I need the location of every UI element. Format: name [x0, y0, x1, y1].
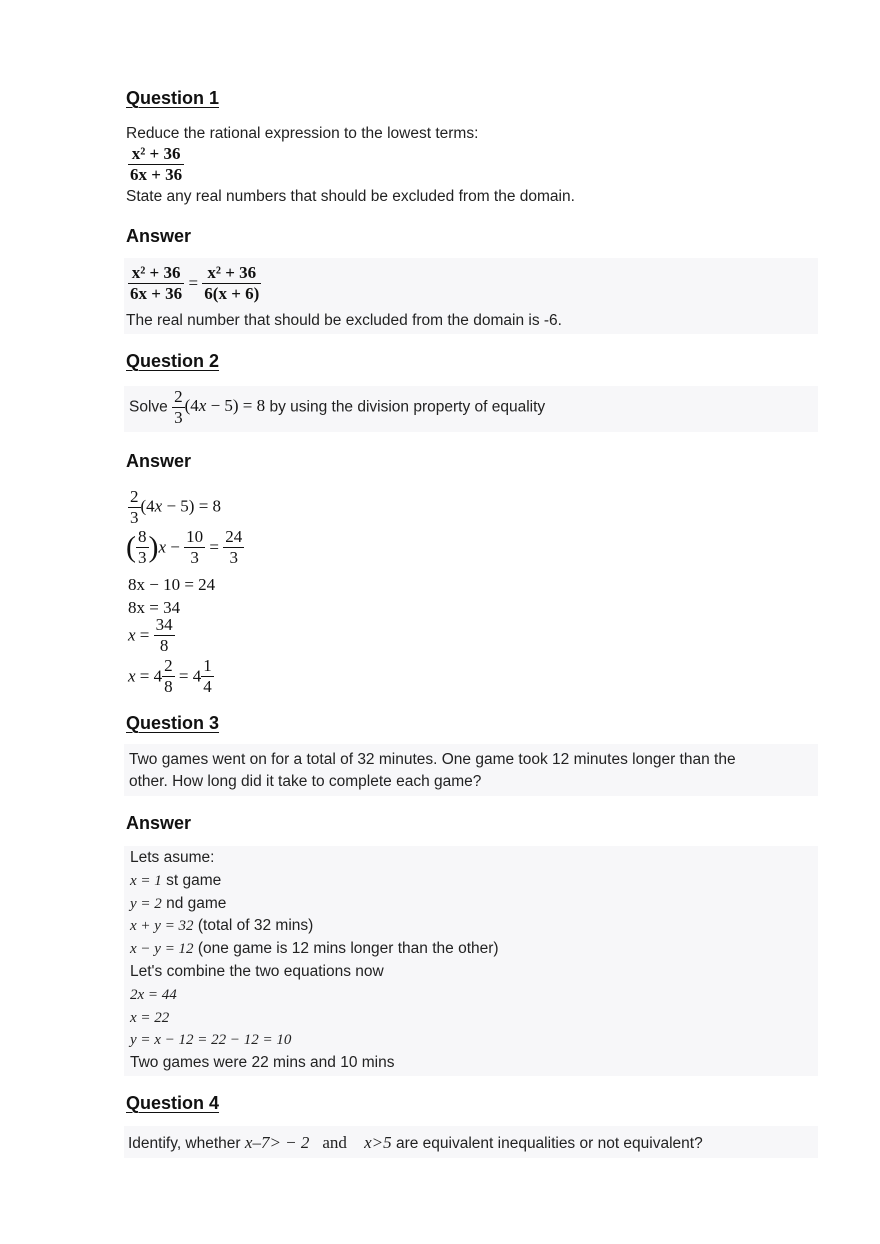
a3-l1-math: x = 1 [130, 873, 162, 889]
answer2-step6: x = 4 $\frac{2}{8}$ = 4 $\frac{1}{4}$ [128, 656, 212, 696]
q4-prompt-post: are equivalent inequalities or not equivalent? [395, 1135, 703, 1152]
q2-prompt-post: by using the division property of equality [269, 398, 546, 416]
answer2-step5: x = $\frac{34}{8}$ [128, 615, 173, 655]
question2-prompt [129, 387, 545, 428]
answer1-text: The real number that should be excluded from the domain is -6. [126, 312, 562, 329]
answer1-heading: Answer [126, 226, 192, 246]
answer3-heading: Answer [126, 813, 192, 833]
ans1-lhs-den: 6x + 36 [130, 284, 183, 303]
a3-l3-text: (total of 32 mins) [193, 917, 314, 934]
ans1-rhs-den: 6(x + 6) [204, 284, 260, 303]
q2-prompt-pre: Solve [129, 398, 168, 416]
ans1-rhs-num: x² + 36 [207, 263, 257, 282]
question4-prompt [128, 1133, 703, 1153]
q2-equation: $\frac{2}{3}$ (4x − 5) = 8 [174, 387, 266, 427]
answer2-heading: Answer [126, 451, 192, 471]
q4-and: and [322, 1133, 347, 1152]
answer3-line2 [130, 895, 226, 913]
answer2-step4: 8x = 34 [128, 598, 181, 617]
question1-note: State any real numbers that should be excluded from the domain. [126, 188, 575, 205]
answer3-line3 [130, 917, 313, 935]
answer2-step3: 8x − 10 = 24 [128, 575, 216, 594]
answer2-step1: $\frac{2}{3}$ (4x − 5) = 8 [130, 487, 222, 527]
answer1-equation: $\frac{\text{x² + 36}}{6x + 36}$ = $\frac{\text{x² + 36}}{6(x + 6)}$ [130, 263, 260, 303]
answer3-assume: Lets asume: [130, 849, 215, 866]
question3-heading: Question 3 [126, 713, 220, 733]
answer3-eq2: x = 22 [130, 1010, 170, 1026]
question4-heading: Question 4 [126, 1093, 220, 1113]
a3-l2-text: nd game [161, 895, 227, 912]
a3-l4-text: (one game is 12 mins longer than the other) [193, 940, 499, 957]
q1-denominator: 6x + 36 [130, 165, 183, 184]
answer2-step2: ( $\frac{8}{3}$ )x − $\frac{10}{3}$ = $\frac{24}{3}$ [126, 527, 243, 567]
a3-l4-math: x − y = 12 [130, 941, 194, 957]
a3-l1-text: st game [161, 872, 222, 889]
a3-l2-math: y = 2 [130, 896, 162, 912]
q4-prompt-pre: Identify, whether [128, 1135, 241, 1152]
q4-inequality1: x–7> − 2 [244, 1133, 310, 1152]
question1-prompt: Reduce the rational expression to the lowest terms: [126, 125, 479, 142]
question3-prompt-line1: Two games went on for a total of 32 minutes. One game took 12 minutes longer than the [129, 751, 736, 768]
question1-expression [128, 144, 184, 185]
question2-heading: Question 2 [126, 351, 220, 371]
question3-prompt-line2: other. How long did it take to complete each game? [129, 773, 482, 790]
answer3-eq1: 2x = 44 [130, 987, 177, 1003]
q4-inequality2: x>5 [364, 1133, 392, 1152]
q1-numerator: x² + 36 [131, 144, 181, 163]
ans1-lhs-num: x² + 36 [131, 263, 181, 282]
question1-heading: Question 1 [126, 88, 220, 108]
answer3-line1 [130, 872, 221, 890]
a3-l3-math: x + y = 32 [130, 918, 194, 934]
answer3-line4 [130, 940, 499, 958]
answer3-conclusion: Two games were 22 mins and 10 mins [130, 1054, 395, 1071]
answer3-eq3: y = x − 12 = 22 − 12 = 10 [130, 1032, 292, 1048]
answer3-combine: Let's combine the two equations now [130, 963, 384, 980]
